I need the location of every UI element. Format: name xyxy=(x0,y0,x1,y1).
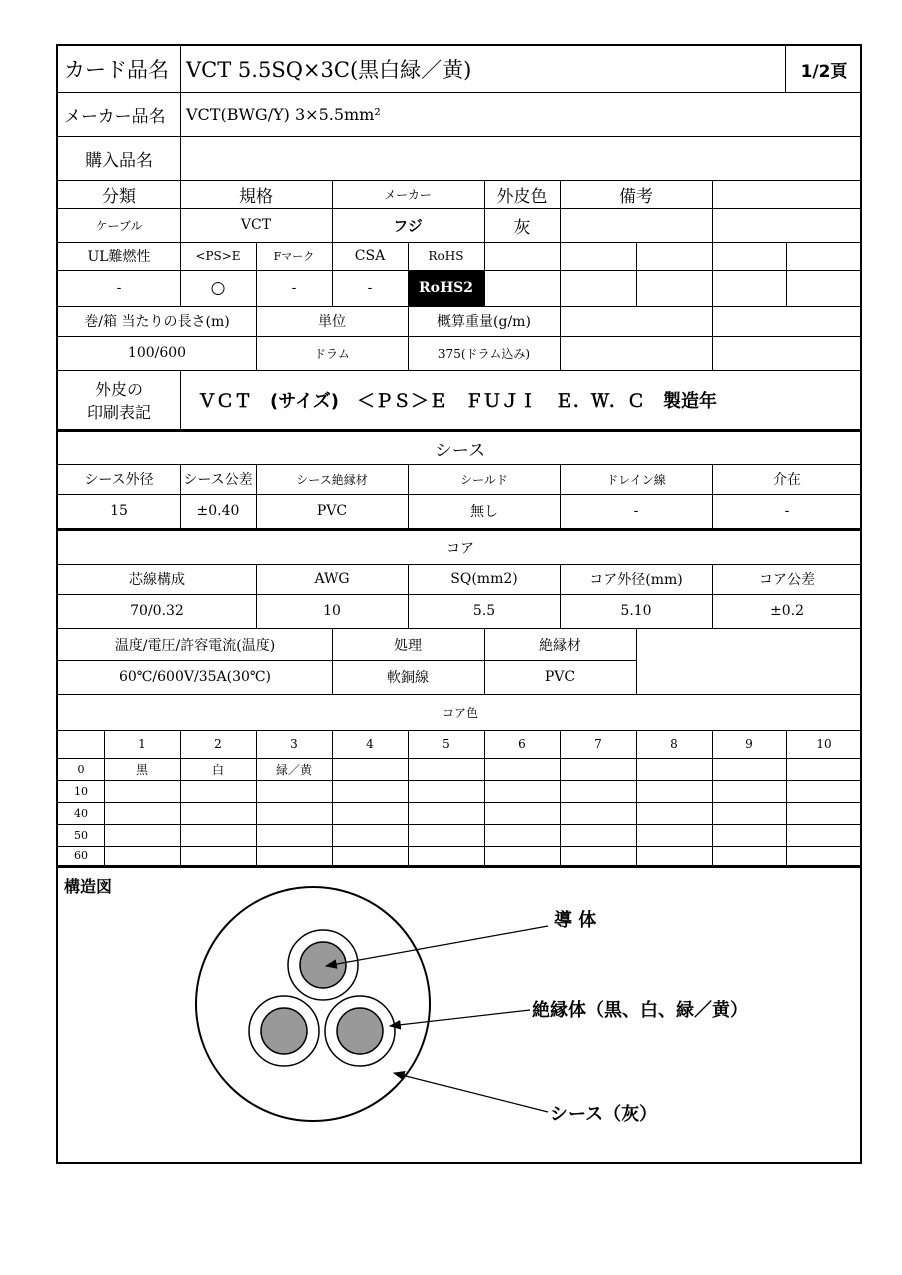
core-color-col-header: 9 xyxy=(745,737,753,751)
insulator-label: 絶縁体（黒、白、緑／黄） xyxy=(532,1000,748,1021)
print-label-line1: 外皮の xyxy=(94,380,143,399)
conductor-left xyxy=(261,1008,307,1054)
core-value-tol: ±0.2 xyxy=(770,603,804,619)
core-color-cell xyxy=(256,824,332,846)
sheath-header-od: シース外径 xyxy=(84,472,154,488)
spec-sheet xyxy=(56,44,862,1164)
sheath-value-drain: - xyxy=(633,503,639,519)
core-color-cell xyxy=(408,758,484,780)
core-value-strand: 70/0.32 xyxy=(130,603,184,619)
core-color-cell xyxy=(332,824,408,846)
core-color-cell xyxy=(786,780,862,802)
unit-value: ドラム xyxy=(314,346,350,361)
core-color-cell xyxy=(256,802,332,824)
process-header: 処理 xyxy=(394,638,422,654)
std-value-ul: - xyxy=(116,280,122,296)
core-color-cell xyxy=(560,824,636,846)
core-color-cell xyxy=(332,846,408,865)
maker-name-value: VCT(BWG/Y) 3×5.5mm² xyxy=(186,104,381,124)
process-value: 軟銅線 xyxy=(387,670,429,686)
purchase-name-label: 購入品名 xyxy=(85,150,153,171)
class-value-color: 灰 xyxy=(513,217,531,238)
structure-diagram xyxy=(58,868,860,1164)
core-color-cell xyxy=(408,824,484,846)
core-color-cell xyxy=(484,758,560,780)
rohs-badge: RoHS2 xyxy=(408,270,484,306)
sheath-value-shield: 無し xyxy=(470,504,498,520)
core-color-cell xyxy=(712,824,786,846)
sheath-label: シース（灰） xyxy=(550,1104,658,1125)
core-color-cell xyxy=(712,780,786,802)
core-color-cell: 黒 xyxy=(135,762,148,777)
core-color-cell xyxy=(636,824,712,846)
sheath-value-od: 15 xyxy=(110,503,128,519)
class-value-maker: フジ xyxy=(393,216,423,235)
core-color-col-header: 2 xyxy=(214,737,222,751)
print-text: ＶＣＴ (サイズ) ＜ＰＳ＞Ｅ ＦＵＪＩ Ｅ．Ｗ．Ｃ 製造年 xyxy=(198,391,718,412)
core-color-cell xyxy=(786,824,862,846)
sheath-title: シース xyxy=(434,440,486,461)
unit-header: 単位 xyxy=(318,314,346,330)
core-color-cell xyxy=(332,758,408,780)
core-color-row-label: 50 xyxy=(74,828,88,842)
core-color-cell xyxy=(560,780,636,802)
core-color-cell xyxy=(180,780,256,802)
class-header-notes: 備考 xyxy=(619,186,653,207)
core-color-col-header: 6 xyxy=(518,737,526,751)
purchase-name-value xyxy=(180,136,780,180)
class-header-color: 外皮色 xyxy=(496,186,548,207)
core-header-strand: 芯線構成 xyxy=(129,572,185,588)
sheath-header-mat: シース絶縁材 xyxy=(296,472,368,487)
class-header-category: 分類 xyxy=(102,186,136,207)
core-color-cell xyxy=(786,758,862,780)
sheath-header-filler: 介在 xyxy=(773,472,801,488)
core-color-cell xyxy=(560,802,636,824)
core-color-cell xyxy=(636,758,712,780)
card-name-value: VCT 5.5SQ×3C(黒白緑／黄) xyxy=(186,58,472,82)
sheath-arrow xyxy=(394,1073,548,1112)
std-value-pse: ○ xyxy=(210,278,226,298)
core-color-cell xyxy=(408,846,484,865)
core-color-col-header: 3 xyxy=(290,737,298,751)
rating-header: 温度/電圧/許容電流(温度) xyxy=(114,638,276,654)
std-value-csa: - xyxy=(367,280,373,296)
core-color-cell xyxy=(712,802,786,824)
core-title: コア xyxy=(446,541,474,557)
core-color-cell xyxy=(636,802,712,824)
core-color-row-label: 60 xyxy=(74,849,88,862)
core-color-cell xyxy=(180,802,256,824)
sheath-header-drain: ドレイン線 xyxy=(606,472,666,487)
weight-value: 375(ドラム込み) xyxy=(437,346,531,361)
core-color-cell xyxy=(712,758,786,780)
core-color-cell xyxy=(180,824,256,846)
class-header-standard: 規格 xyxy=(239,186,273,207)
std-header-rohs: RoHS xyxy=(428,249,464,263)
core-color-cell xyxy=(256,780,332,802)
core-header-od: コア外径(mm) xyxy=(589,572,683,588)
print-label xyxy=(58,370,180,430)
core-color-cell xyxy=(180,846,256,865)
conductor-top xyxy=(300,942,346,988)
conductor-label: 導 体 xyxy=(554,910,597,931)
sheath-header-shield: シールド xyxy=(460,472,508,487)
class-header-maker: メーカー xyxy=(384,187,432,202)
card-name-label: カード品名 xyxy=(64,58,169,82)
core-color-cell xyxy=(636,780,712,802)
core-color-title: コア色 xyxy=(441,705,478,720)
core-color-cell xyxy=(104,780,180,802)
core-color-row-label: 10 xyxy=(74,784,88,798)
core-color-cell xyxy=(484,780,560,802)
core-color-row-label: 0 xyxy=(77,762,85,776)
insulation-header: 絶縁材 xyxy=(539,638,581,654)
core-color-cell xyxy=(332,780,408,802)
rating-value: 60℃/600V/35A(30℃) xyxy=(118,669,272,685)
conductor-right xyxy=(337,1008,383,1054)
core-header-awg: AWG xyxy=(314,571,350,587)
core-color-row-label: 40 xyxy=(74,806,88,820)
core-color-cell xyxy=(256,846,332,865)
class-value-standard: VCT xyxy=(240,217,272,233)
core-color-cell xyxy=(104,824,180,846)
sheath-value-filler: - xyxy=(784,503,790,519)
core-color-cell xyxy=(786,846,862,865)
maker-name-label: メーカー品名 xyxy=(64,106,166,127)
std-header-ul: UL難燃性 xyxy=(87,249,151,265)
sheath-value-tol: ±0.40 xyxy=(196,503,240,519)
core-color-cell xyxy=(104,846,180,865)
core-header-sq: SQ(mm2) xyxy=(450,571,518,587)
sheath-header-tol: シース公差 xyxy=(183,472,253,488)
weight-header: 概算重量(g/m) xyxy=(437,314,531,330)
class-value-notes xyxy=(560,208,712,242)
core-color-cell: 緑／黄 xyxy=(275,762,312,777)
core-color-cell xyxy=(484,824,560,846)
page-number: 1/2頁 xyxy=(800,61,848,82)
core-value-od: 5.10 xyxy=(620,603,652,619)
sheath-circle xyxy=(196,887,430,1121)
structure-title: 構造図 xyxy=(64,876,113,896)
core-color-col-header: 10 xyxy=(816,737,832,751)
length-header: 巻/箱 当たりの長さ(m) xyxy=(84,314,230,330)
insulation-value: PVC xyxy=(544,669,576,685)
core-value-sq: 5.5 xyxy=(472,603,496,619)
core-color-cell xyxy=(332,802,408,824)
core-color-col-header: 8 xyxy=(670,737,678,751)
length-value: 100/600 xyxy=(127,345,187,361)
core-color-col-header: 5 xyxy=(442,737,450,751)
core-color-cell xyxy=(484,846,560,865)
core-color-cell xyxy=(560,846,636,865)
core-value-awg: 10 xyxy=(323,603,341,619)
core-color-cell: 白 xyxy=(211,762,224,777)
print-label-line2: 印刷表記 xyxy=(86,403,151,422)
core-color-col-header: 4 xyxy=(366,737,374,751)
core-color-cell xyxy=(786,802,862,824)
core-color-cell xyxy=(560,758,636,780)
core-color-cell xyxy=(484,802,560,824)
sheath-value-mat: PVC xyxy=(316,503,348,519)
std-header-fmark: Fマーク xyxy=(273,250,315,263)
std-header-pse: <PS>E xyxy=(195,249,241,263)
core-color-cell xyxy=(408,802,484,824)
core-color-col-header: 1 xyxy=(138,737,146,751)
core-color-cell xyxy=(712,846,786,865)
core-color-cell xyxy=(408,780,484,802)
std-value-fmark: - xyxy=(291,280,297,296)
core-header-tol: コア公差 xyxy=(759,572,815,588)
std-header-csa: CSA xyxy=(354,248,386,264)
class-value-category: ケーブル xyxy=(95,218,143,233)
core-color-col-header: 7 xyxy=(594,737,602,751)
core-color-cell xyxy=(636,846,712,865)
core-color-cell xyxy=(104,802,180,824)
